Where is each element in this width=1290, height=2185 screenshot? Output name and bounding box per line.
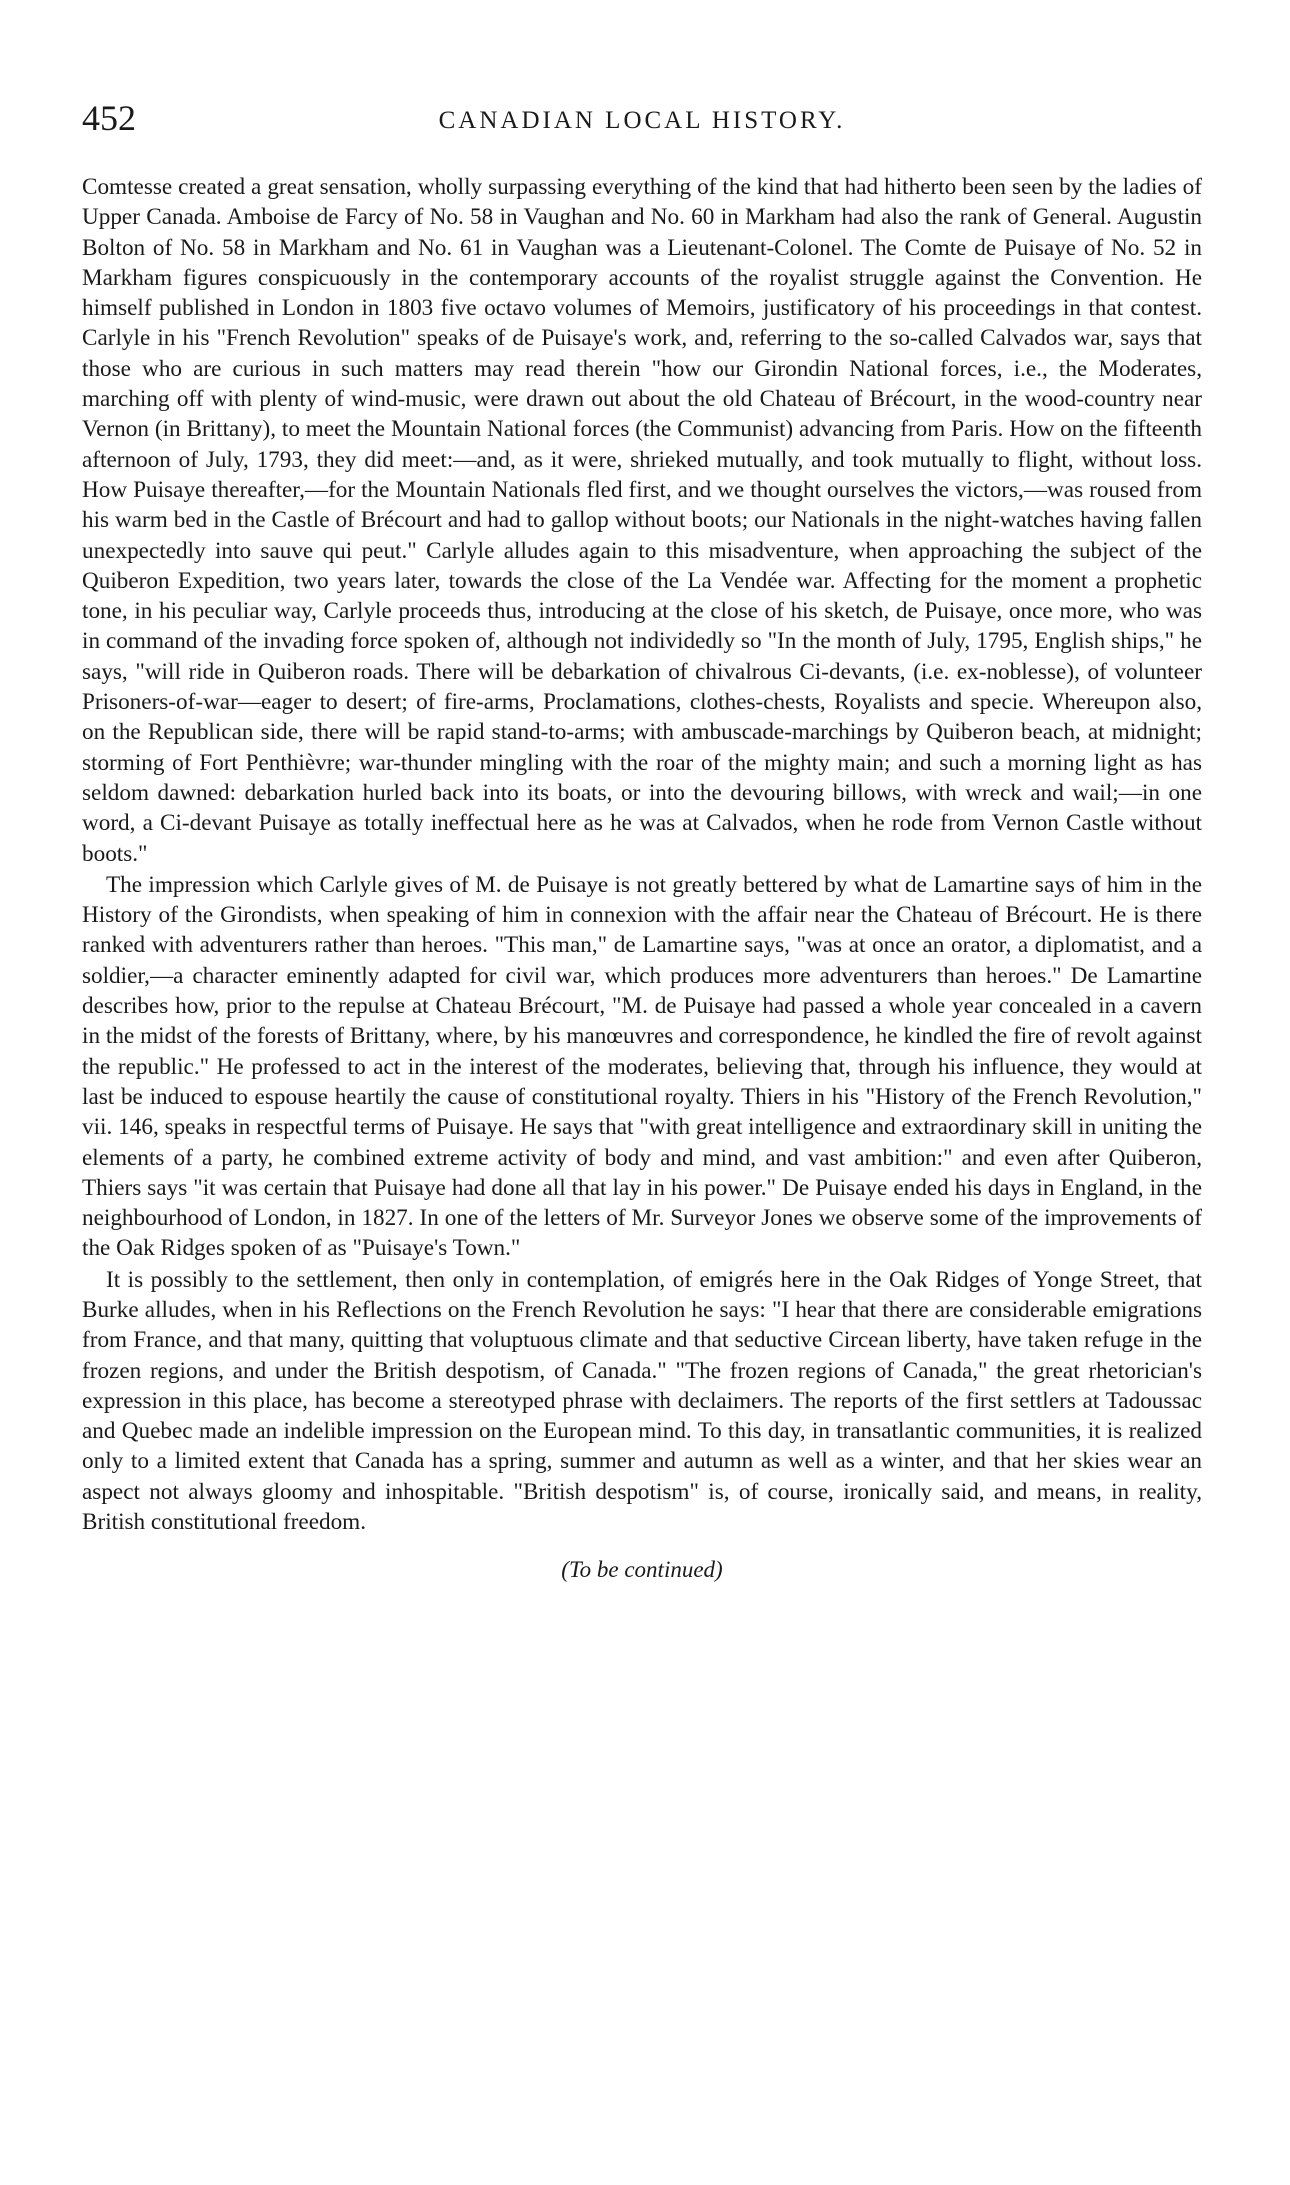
body-text <box>82 172 1202 1537</box>
running-head <box>82 100 1202 150</box>
running-title: CANADIAN LOCAL HISTORY. <box>438 107 846 134</box>
paragraph-3: It is possibly to the settlement, then only in contemplation, of emigrés here in the Oak Ridges of Yonge Street, that Burke alludes, when in his Reflections on the French Revolution he says: "I hear that there are considerable emigrations from France, and that many, quitting that voluptuous climate and that seductive Circean liberty, have taken refuge in the frozen regions, and under the British despotism, of Canada." "The frozen regions of Canada," the great rhetorician's expression in this place, has become a stereotyped phrase with declaimers. The reports of the first settlers at Tadoussac and Quebec made an indelible impression on the European mind. To this day, in transatlantic communities, it is realized only to a limited extent that Canada has a spring, summer and autumn as well as a winter, and that her skies wear an aspect not always gloomy and inhospitable. "British despotism" is, of course, ironically said, and means, in reality, British constitutional freedom. <box>82 1266 1202 1536</box>
paragraph-2: The impression which Carlyle gives of M. de Puisaye is not greatly bettered by what de Lamartine says of him in the History of the Girondists, when speaking of him in connexion with the affair near the Chateau of Brécourt. He is there ranked with adventurers rather than heroes. "This man," de Lamartine says, "was at once an orator, a diplomatist, and a soldier,—a character eminently adapted for civil war, which produces more adventurers than heroes." De Lamartine describes how, prior to the repulse at Chateau Brécourt, "M. de Puisaye had passed a whole year concealed in a cavern in the midst of the forests of Brittany, where, by his manœuvres and correspondence, he kindled the fire of revolt against the republic." He professed to act in the interest of the moderates, believing that, through his influence, they would at last be induced to espouse heartily the cause of constitutional royalty. Thiers in his "History of the French Revolution," vii. 146, speaks in respectful terms of Puisaye. He says that "with great intelligence and extraordinary skill in uniting the elements of a party, he combined extreme activity of body and mind, and vast ambition:" and even after Quiberon, Thiers says "it was certain that Puisaye had done all that lay in his power." De Puisaye ended his days in England, in the neighbourhood of London, in 1827. In one of the letters of Mr. Surveyor Jones we observe some of the improvements of the Oak Ridges spoken of as "Puisaye's Town." <box>82 871 1202 1262</box>
page-number: 452 <box>82 98 136 138</box>
paragraph-1: Comtesse created a great sensation, wholly surpassing everything of the kind that had hitherto been seen by the ladies of Upper Canada. Amboise de Farcy of No. 58 in Vaughan and No. 60 in Markham had also the rank of General. Augustin Bolton of No. 58 in Markham and No. 61 in Vaughan was a Lieutenant-Colonel. The Comte de Puisaye of No. 52 in Markham figures conspicuously in the contemporary accounts of the royalist struggle against the Convention. He himself published in London in 1803 five octavo volumes of Memoirs, justificatory of his proceedings in that contest. Carlyle in his "French Revolution" speaks of de Puisaye's work, and, referring to the so-called Calvados war, says that those who are curious in such matters may read therein "how our Girondin National forces, i.e., the Moderates, marching off with plenty of wind-music, were drawn out about the old Chateau of Brécourt, in the wood-country near Vernon (in Brittany), to meet the Mountain National forces (the Communist) advancing from Paris. How on the fifteenth afternoon of July, 1793, they did meet:—and, as it were, shrieked mutually, and took mutually to flight, without loss. How Puisaye thereafter,—for the Mountain Nationals fled first, and we thought ourselves the victors,—was roused from his warm bed in the Castle of Brécourt and had to gallop without boots; our Nationals in the night-watches having fallen unexpectedly into sauve qui peut." Carlyle alludes again to this misadventure, when approaching the subject of the Quiberon Expedition, two years later, towards the close of the La Vendée war. Affecting for the moment a prophetic tone, in his peculiar way, Carlyle proceeds thus, introducing at the close of his sketch, de Puisaye, once more, who was in command of the invading force spoken of, although not individedly so "In the month of July, 1795, English ships," he says, "will ride in Quiberon roads. There will be debarkation of chivalrous Ci-devants, (i.e. ex-noblesse), of volunteer Prisoners-of-war—eager to desert; of fire-arms, Proclamations, clothes-chests, Royalists and specie. Whereupon also, on the Republican side, there will be rapid stand-to-arms; with ambuscade-marchings by Quiberon beach, at midnight; storming of Fort Penthièvre; war-thunder mingling with the roar of the mighty main; and such a morning light as has seldom dawned: debarkation hurled back into its boats, or into the devouring billows, with wreck and wail;—in one word, a Ci-devant Puisaye as totally ineffectual here as he was at Calvados, when he rode from Vernon Castle without boots." <box>82 174 1202 867</box>
continued-note: (To be continued) <box>561 1557 723 1583</box>
